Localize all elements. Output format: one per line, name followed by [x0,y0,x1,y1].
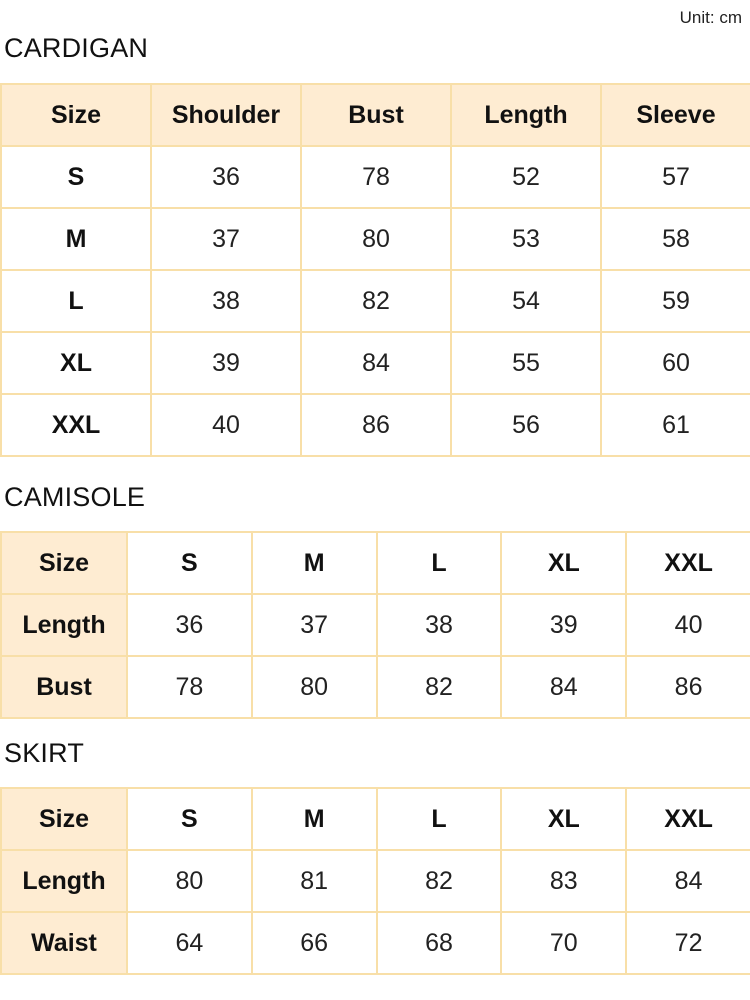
shoulder-value: 40 [151,394,301,456]
table-row [1,270,750,332]
camisole-size-table [0,531,750,719]
table-row [1,208,750,270]
skirt-title: SKIRT [4,738,85,768]
size-cell: XXL [626,532,750,594]
cardigan-header-row [1,84,750,146]
bust-value: 84 [301,332,451,394]
unit-label: Unit: cm [679,8,742,27]
bust-value: 78 [301,146,451,208]
bust-value: 86 [626,656,750,718]
size-cell: XL [1,332,151,394]
size-row [1,788,750,850]
length-value: 56 [451,394,601,456]
length-value: 83 [501,850,626,912]
header-cell-size: Size [1,84,151,146]
waist-value: 70 [501,912,626,974]
length-value: 37 [252,594,377,656]
table-row [1,594,750,656]
table-row [1,656,750,718]
length-value: 84 [626,850,750,912]
shoulder-value: 37 [151,208,301,270]
header-cell-bust: Bust [301,84,451,146]
bust-value: 80 [252,656,377,718]
size-cell: S [127,532,252,594]
size-cell: M [1,208,151,270]
table-row [1,146,750,208]
length-value: 81 [252,850,377,912]
size-row [1,532,750,594]
length-value: 82 [377,850,502,912]
shoulder-value: 36 [151,146,301,208]
length-value: 53 [451,208,601,270]
waist-value: 68 [377,912,502,974]
size-cell: XXL [626,788,750,850]
table-row [1,850,750,912]
header-cell-length: Length [451,84,601,146]
size-cell: L [1,270,151,332]
cardigan-size-table [0,83,750,457]
size-cell: S [127,788,252,850]
size-cell: M [252,788,377,850]
sleeve-value: 60 [601,332,750,394]
bust-value: 82 [301,270,451,332]
sleeve-value: 61 [601,394,750,456]
sleeve-value: 59 [601,270,750,332]
row-header-size: Size [1,532,127,594]
row-header-length: Length [1,594,127,656]
table-row [1,912,750,974]
waist-value: 64 [127,912,252,974]
shoulder-value: 38 [151,270,301,332]
size-cell: S [1,146,151,208]
bust-value: 78 [127,656,252,718]
sleeve-value: 58 [601,208,750,270]
size-cell: L [377,532,502,594]
length-value: 36 [127,594,252,656]
size-cell: XXL [1,394,151,456]
header-cell-sleeve: Sleeve [601,84,750,146]
length-value: 80 [127,850,252,912]
table-row [1,394,750,456]
cardigan-title: CARDIGAN [4,33,149,63]
row-header-size: Size [1,788,127,850]
bust-value: 80 [301,208,451,270]
length-value: 54 [451,270,601,332]
bust-value: 86 [301,394,451,456]
length-value: 39 [501,594,626,656]
bust-value: 84 [501,656,626,718]
camisole-title: CAMISOLE [4,482,146,512]
skirt-size-table [0,787,750,975]
sleeve-value: 57 [601,146,750,208]
length-value: 52 [451,146,601,208]
length-value: 55 [451,332,601,394]
size-cell: XL [501,788,626,850]
row-header-length: Length [1,850,127,912]
row-header-bust: Bust [1,656,127,718]
row-header-waist: Waist [1,912,127,974]
size-cell: L [377,788,502,850]
length-value: 38 [377,594,502,656]
shoulder-value: 39 [151,332,301,394]
waist-value: 66 [252,912,377,974]
table-row [1,332,750,394]
header-cell-shoulder: Shoulder [151,84,301,146]
waist-value: 72 [626,912,750,974]
size-cell: XL [501,532,626,594]
size-cell: M [252,532,377,594]
length-value: 40 [626,594,750,656]
bust-value: 82 [377,656,502,718]
